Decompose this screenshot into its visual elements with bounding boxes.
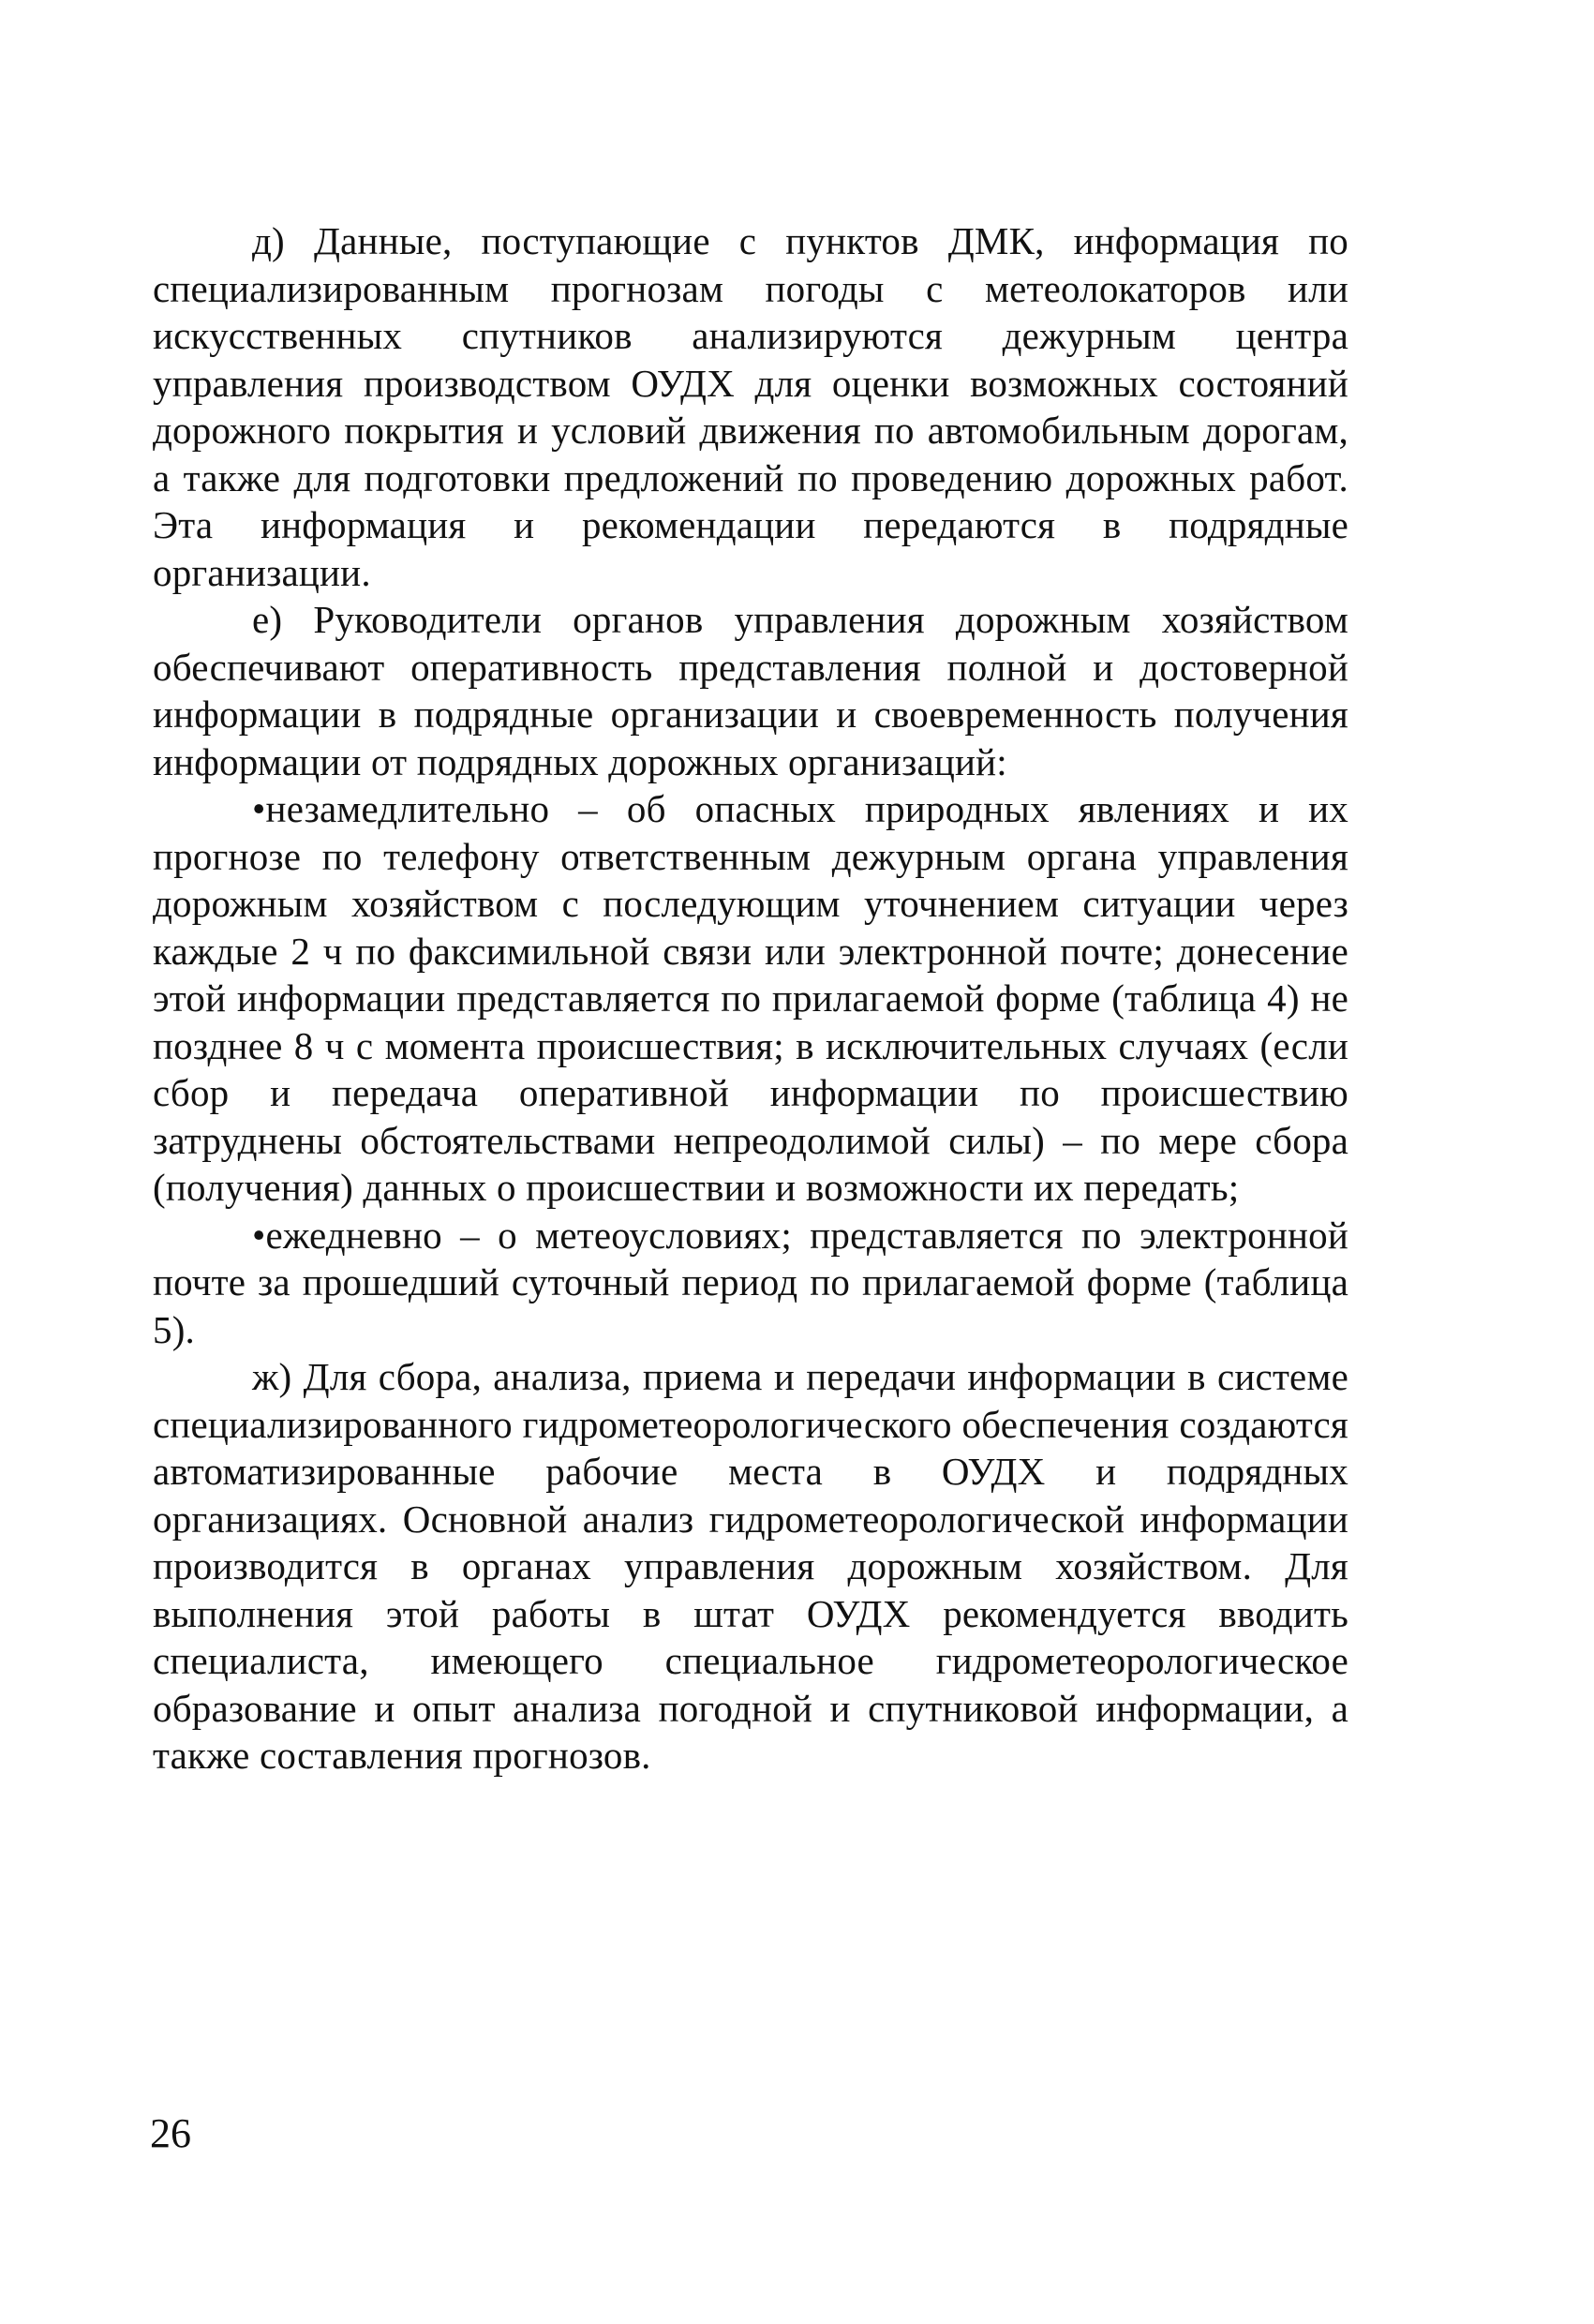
paragraph-d: д) Данные, поступающие с пунктов ДМК, информация по специализированным прогнозам погоды с метеолокаторов или искусственных спутников анализируются дежурным центра управления производством ОУДХ для оценки возможных состояний дорожного покрытия и условий движения по автомобильным дорогам, а также для подготовки предложений по проведению дорожных работ. Эта информация и рекомендации передаются в подрядные организации. — [153, 219, 1348, 594]
paragraph-zh: ж) Для сбора, анализа, приема и передачи информации в системе специализированного гидрометеорологического обеспечения создаются автоматизированные рабочие места в ОУДХ и подрядных организациях. Основной анализ гидрометеорологической информации производится в органах управления дорожным хозяйством. Для выполнения этой работы в штат ОУДХ рекомендуется вводить специалиста, имеющего специальное гидрометеорологическое образование и опыт анализа погодной и спутниковой информации, а также составления прогнозов. — [153, 1355, 1348, 1777]
bullet-immediately: •незамедлительно – об опасных природных явлениях и их прогнозе по телефону ответственным дежурным органа управления дорожным хозяйством с последующим уточнением ситуации через каждые 2 ч по факсимильной связи или электронной почте; донесение этой информации представляется по прилагаемой форме (таблица 4) не позднее 8 ч с момента происшествия; в исключительных случаях (если сбор и передача оперативной информации по происшествию затруднены обстоятельствами непреодолимой силы) – по мере сбора (получения) данных о происшествии и возможности их передать; — [153, 787, 1348, 1209]
bullet-daily: •ежедневно – о метеоусловиях; представляется по электронной почте за прошедший суточный период по прилагаемой форме (таблица 5). — [153, 1213, 1348, 1351]
paragraph-e: е) Руководители органов управления дорожным хозяйством обеспечивают оперативность представления полной и достоверной информации в подрядные организации и своевременность получения информации от подрядных дорожных организаций: — [153, 598, 1348, 783]
page-number: 26 — [150, 2110, 191, 2156]
body-text — [153, 217, 1348, 1780]
